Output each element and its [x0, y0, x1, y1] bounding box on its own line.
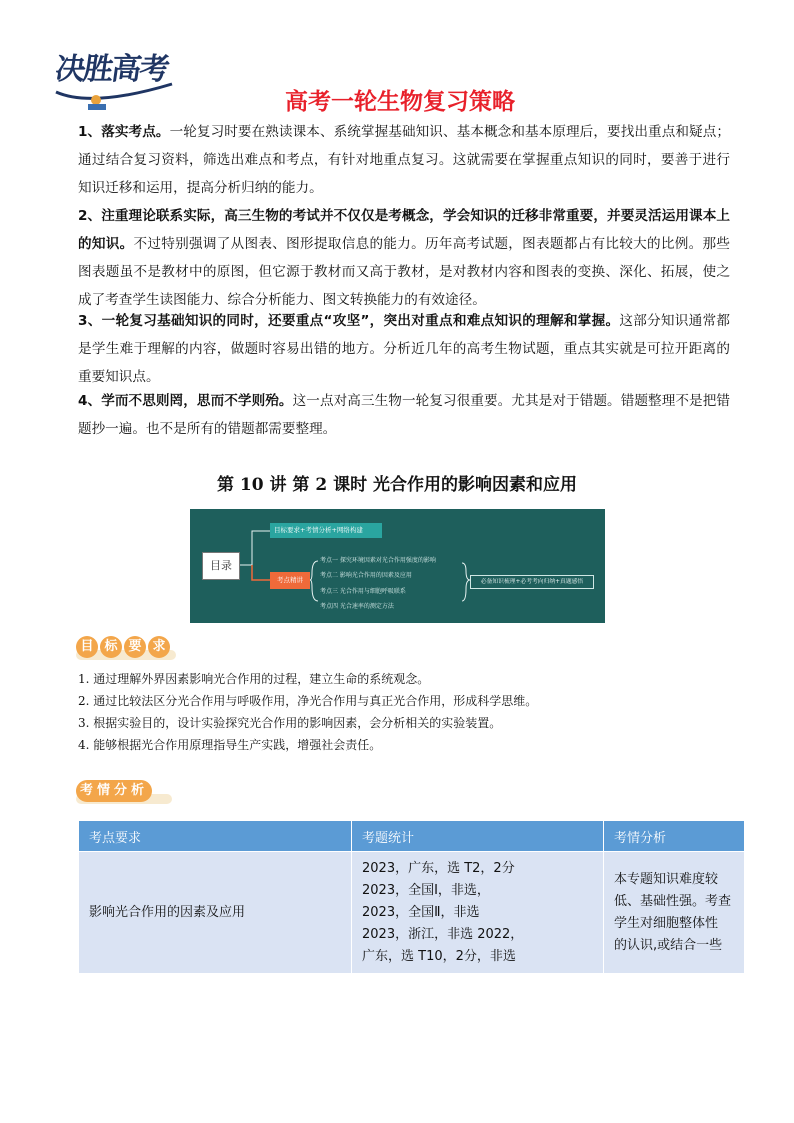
table-header-cell: 考点要求 [79, 821, 352, 852]
strategy-paragraph-4 [78, 387, 730, 443]
strategy-body: 不过特别强调了从图表、图形提取信息的能力。历年高考试题，图表题都占有比较大的比例。那些图表题虽不是教材中的原图，但它源于教材而又高于教材，是对教材内容和图表的变换、深化、拓展，使之成了考查学生读图能力、综合分析能力、图文转换能力的有效途径。 [78, 236, 730, 308]
table-header-row [79, 821, 745, 852]
logo [52, 42, 176, 112]
analysis-header-label: 考情分析 [76, 780, 152, 802]
strategy-lead: 2、注重理论联系实际，高三生物的考试并不仅仅是考概念，学会知识的迁移非常重要，并要灵活运用课本上的知识。 [78, 208, 730, 252]
goals-header-char: 标 [100, 636, 122, 658]
analysis-line: 的认识,或结合一些 [614, 937, 723, 953]
stats-line: 2023，广东，选 T2，2分 [362, 860, 515, 876]
table-header-cell: 考情分析 [604, 821, 745, 852]
strategy-paragraph-2 [78, 202, 730, 314]
stats-line: 2023，全国Ⅰ，非选， [362, 882, 490, 898]
table-row [79, 852, 745, 974]
strategy-lead: 3、一轮复习基础知识的同时，还要重点“攻坚”，突出对重点和难点知识的理解和掌握。 [78, 313, 620, 329]
strategy-body: 这一点对高三生物一轮复习很重要。尤其是对于错题。错题整理不是把错题抄一遍。也不是所有的错题都需要整理。 [78, 393, 730, 437]
stats-line: 2023，全国Ⅱ，非选 [362, 904, 480, 920]
strategy-paragraph-3 [78, 307, 730, 391]
goal-item: 1. 通过理解外界因素影响光合作用的过程，建立生命的系统观念。 [78, 672, 430, 686]
analysis-line: 低、基础性强。考查 [614, 893, 732, 909]
table-header-cell: 考题统计 [352, 821, 604, 852]
toc-root: 目录 [202, 552, 240, 580]
strategy-body: 这部分知识通常都是学生难于理解的内容，做题时容易出错的地方。分析近几年的高考生物试题，重点其实就是可拉开距离的重要知识点。 [78, 313, 731, 385]
goals-section-header [76, 632, 176, 662]
analysis-line: 学生对细胞整体性 [614, 915, 719, 931]
strategy-paragraph-1 [78, 118, 730, 202]
toc-connector-lines [190, 509, 605, 623]
goal-item: 3. 根据实验目的，设计实验探究光合作用的影响因素，会分析相关的实验装置。 [78, 716, 502, 730]
toc-point: 考点四 光合速率的测定方法 [320, 603, 394, 610]
toc-branch-main: 考点精讲 [270, 572, 310, 589]
strategy-lead: 1、落实考点。 [78, 124, 170, 140]
page-title: 高考一轮生物复习策略 [285, 89, 515, 115]
goals-header-char: 要 [124, 636, 146, 658]
analysis-line: 本专题知识难度较 [614, 871, 719, 887]
toc-right-box: 必备知识梳理+必考考向归纳+真题感悟 [470, 575, 594, 589]
stats-line: 广东，选 T10，2分，非选 [362, 948, 516, 964]
logo-text: 决胜高考 [53, 52, 170, 87]
goals-header-char: 求 [148, 636, 170, 658]
analysis-table [78, 820, 745, 974]
strategy-lead: 4、学而不思则罔，思而不学则殆。 [78, 393, 293, 409]
goal-item: 4. 能够根据光合作用原理指导生产实践，增强社会责任。 [78, 738, 382, 752]
stats-cell [352, 852, 604, 974]
toc-point: 考点三 光合作用与细胞呼吸联系 [320, 588, 406, 595]
toc-branch-top: 目标要求+考情分析+网络构建 [270, 523, 382, 538]
toc-point: 考点二 影响光合作用的因素及应用 [320, 572, 412, 579]
logo-wave-icon [52, 78, 176, 112]
toc-diagram [190, 509, 605, 623]
toc-point: 考点一 探究环境因素对光合作用强度的影响 [320, 557, 436, 564]
analysis-section-header [76, 776, 172, 806]
strategy-body: 一轮复习时要在熟读课本、系统掌握基础知识、基本概念和基本原理后，要找出重点和疑点；通过结合复习资料，筛选出难点和考点，有针对地重点复习。这就需要在掌握重点知识的同时，要善于进行知识迁移和运用，提高分析归纳的能力。 [78, 124, 730, 196]
lesson-title: 第 10 讲 第 2 课时 光合作用的影响因素和应用 [217, 475, 577, 495]
goals-header-char: 目 [76, 636, 98, 658]
goal-item: 2. 通过比较法区分光合作用与呼吸作用，净光合作用与真正光合作用，形成科学思维。 [78, 694, 538, 708]
stats-line: 2023，浙江，非选 2022， [362, 926, 524, 942]
requirement-cell: 影响光合作用的因素及应用 [79, 852, 352, 974]
analysis-cell [604, 852, 745, 974]
